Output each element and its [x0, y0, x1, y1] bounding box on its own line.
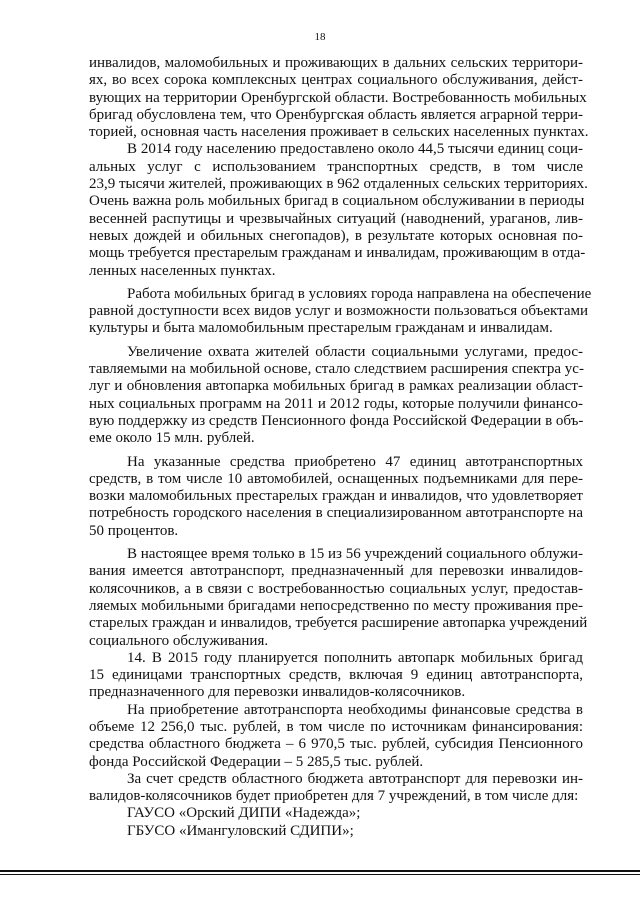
text-line: вующих на территории Оренбургской области. Востребованность мобильных	[89, 89, 587, 106]
page-number: 18	[314, 31, 326, 43]
text-line: весенней распутицы и чрезвычайных ситуаций (наводнений, ураганов, лив-	[89, 210, 583, 227]
text-line: фонда Российской Федерации – 5 285,5 тыс. рублей.	[89, 753, 424, 770]
text-line: На указанные средства приобретено 47 единиц автотранспортных	[127, 453, 583, 470]
text-line: вания имеется автотранспорт, предназначенный для перевозки инвалидов-	[89, 563, 583, 580]
text-line: В настоящее время только в 15 из 56 учреждений социального облужи-	[127, 546, 583, 563]
text-line: невых дождей и обильных снегопадов), в результате которых основная по-	[89, 227, 583, 244]
footer-divider	[0, 870, 640, 872]
text-line: равной доступности всех видов услуг и возможности пользоваться объектами	[89, 303, 589, 320]
paragraph	[89, 285, 592, 338]
text-line: колясочников, а в связи с востребованностью социальных услуг, предостав-	[89, 580, 583, 597]
text-line: старелых граждан и инвалидов, требуется расширение автопарка учреждений	[89, 615, 588, 632]
paragraph	[89, 771, 583, 806]
text-line: альных услуг с использованием транспортных средств, в том числе	[89, 158, 583, 175]
text-line: социального обслуживания.	[89, 632, 269, 649]
text-line: средств, в том числе 10 автомобилей, оснащенных подъемниками для пере-	[89, 470, 583, 487]
text-line: 14. В 2015 году планируется пополнить автопарк мобильных бригад	[127, 649, 583, 666]
paragraph	[89, 344, 583, 448]
text-line: За счет средств областного бюджета автотранспорт для перевозки ин-	[127, 770, 583, 787]
text-line: Увеличение охвата жителей области социальными услугами, предос-	[127, 343, 583, 360]
text-line: валидов-колясочников будет приобретен для 7 учреждений, в том числе для:	[89, 788, 579, 805]
text-line: В 2014 году населению предоставлено около 44,5 тысячи единиц соци-	[127, 141, 583, 158]
text-line: мощь требуется престарелым гражданам и инвалидам, проживающим в отда-	[89, 245, 586, 262]
text-line: луг и обновления автопарка мобильных бригад в рамках реализации област-	[89, 378, 583, 395]
text-line: Очень важна роль мобильных бригад в социальном обслуживании в периоды	[89, 193, 585, 210]
text-line: ях, во всех сорока комплексных центрах социального обслуживания, дейст-	[89, 72, 583, 89]
text-line: культуры и быта маломобильным престарелым гражданам и инвалидам.	[89, 320, 553, 337]
list-item	[89, 805, 583, 822]
text-line: еме около 15 млн. рублей.	[89, 430, 255, 447]
text-line: ГАУСО «Орский ДИПИ «Надежда»;	[127, 805, 361, 822]
paragraph	[89, 546, 588, 650]
text-line: 50 процентов.	[89, 522, 179, 539]
text-line: ГБУСО «Имангуловский СДИПИ»;	[127, 822, 354, 839]
text-line: объеме 12 256,0 тыс. рублей, в том числе по источникам финансирования:	[89, 718, 583, 735]
paragraph	[89, 55, 589, 141]
list-item	[89, 823, 583, 840]
text-line: тавляемыми на мобильной основе, стало следствием расширения спектра ус-	[89, 361, 584, 378]
text-line: предназначенного для перевозки инвалидов-колясочников.	[89, 684, 466, 701]
paragraph	[89, 141, 588, 279]
text-line: инвалидов, маломобильных и проживающих в дальних сельских территори-	[89, 55, 583, 71]
text-line: возки маломобильных престарелых граждан и инвалидов, что удовлетворяет	[89, 488, 583, 505]
text-line: Работа мобильных бригад в условиях города направлена на обеспечение	[127, 285, 592, 302]
text-line: вую поддержку из средств Пенсионного фонда Российской Федерации в объ-	[89, 412, 584, 429]
text-line: ных социальных программ на 2011 и 2012 годы, которые получили финансо-	[89, 395, 583, 412]
paragraph	[89, 650, 583, 702]
text-line: На приобретение автотранспорта необходимы финансовые средства в	[127, 701, 583, 718]
document-body	[89, 55, 592, 840]
text-line: 23,9 тысячи жителей, проживающих в 962 отдаленных сельских территориях.	[89, 176, 588, 193]
text-line: ляемых мобильными бригадами непосредственно по месту проживания пре-	[89, 597, 583, 614]
text-line: бригад обусловлена тем, что Оренбургская область является аграрной терри-	[89, 106, 583, 123]
footer-divider-thin	[0, 874, 640, 875]
text-line: потребность городского населения в специализированном автотранспорте на	[89, 505, 583, 522]
text-line: ленных населенных пунктах.	[89, 262, 276, 279]
text-line: средства областного бюджета – 6 970,5 тыс. рублей, субсидия Пенсионного	[89, 736, 583, 753]
text-line: 15 единицами транспортных средств, включая 9 единиц автотранспорта,	[89, 667, 583, 684]
paragraph	[89, 702, 583, 771]
text-line: торией, основная часть населения проживает в сельских населенных пунктах.	[89, 124, 589, 141]
paragraph	[89, 454, 583, 540]
